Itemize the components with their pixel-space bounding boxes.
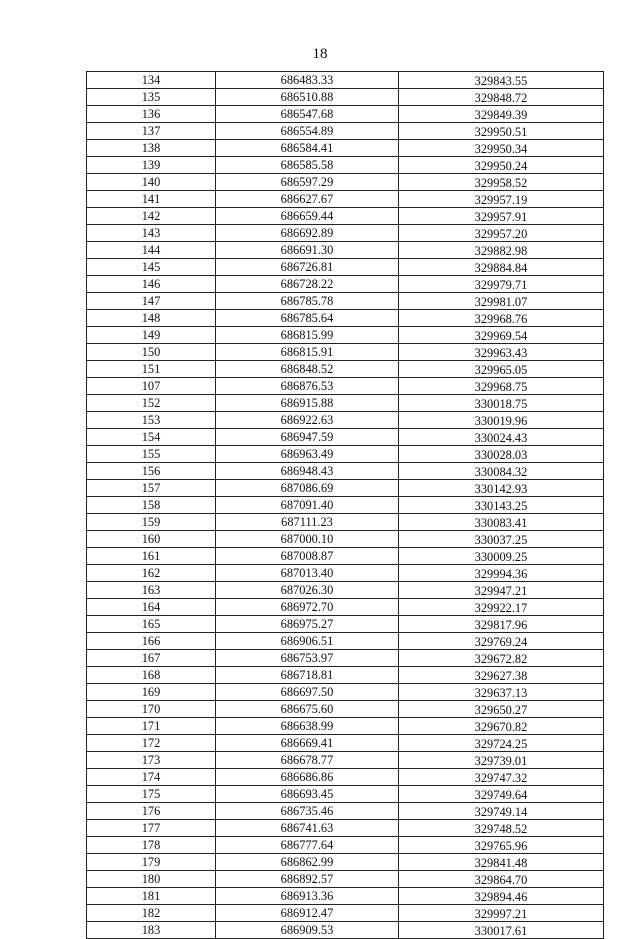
y-coordinate-cell: 329672.82 [399, 650, 604, 667]
x-coordinate-cell: 686912.47 [216, 905, 399, 922]
x-coordinate-cell: 686947.59 [216, 429, 399, 446]
point-number-cell: 146 [87, 276, 216, 293]
table-row [87, 378, 604, 395]
y-coordinate-cell: 330009.25 [399, 548, 604, 565]
x-coordinate-cell: 686718.81 [216, 667, 399, 684]
table-row [87, 871, 604, 888]
x-coordinate-cell: 686669.41 [216, 735, 399, 752]
table-row [87, 446, 604, 463]
point-number-cell: 149 [87, 327, 216, 344]
y-coordinate-cell: 329963.43 [399, 344, 604, 361]
x-coordinate-cell: 687013.40 [216, 565, 399, 582]
y-coordinate-cell: 329817.96 [399, 616, 604, 633]
y-coordinate-cell: 329769.24 [399, 633, 604, 650]
y-coordinate-cell: 330019.96 [399, 412, 604, 429]
table-row [87, 480, 604, 497]
x-coordinate-cell: 686892.57 [216, 871, 399, 888]
point-number-cell: 161 [87, 548, 216, 565]
y-coordinate-cell: 329957.91 [399, 208, 604, 225]
x-coordinate-cell: 686675.60 [216, 701, 399, 718]
point-number-cell: 174 [87, 769, 216, 786]
point-number-cell: 159 [87, 514, 216, 531]
y-coordinate-cell: 329997.21 [399, 905, 604, 922]
y-coordinate-cell: 329670.82 [399, 718, 604, 735]
table-row [87, 174, 604, 191]
y-coordinate-cell: 329637.13 [399, 684, 604, 701]
point-number-cell: 172 [87, 735, 216, 752]
point-number-cell: 144 [87, 242, 216, 259]
table-row [87, 888, 604, 905]
point-number-cell: 143 [87, 225, 216, 242]
table-row [87, 276, 604, 293]
point-number-cell: 179 [87, 854, 216, 871]
point-number-cell: 140 [87, 174, 216, 191]
x-coordinate-cell: 686693.45 [216, 786, 399, 803]
y-coordinate-cell: 329994.36 [399, 565, 604, 582]
point-number-cell: 169 [87, 684, 216, 701]
point-number-cell: 136 [87, 106, 216, 123]
point-number-cell: 165 [87, 616, 216, 633]
table-row [87, 123, 604, 140]
x-coordinate-cell: 686815.91 [216, 344, 399, 361]
x-coordinate-cell: 686691.30 [216, 242, 399, 259]
x-coordinate-cell: 686627.67 [216, 191, 399, 208]
y-coordinate-cell: 329968.76 [399, 310, 604, 327]
point-number-cell: 156 [87, 463, 216, 480]
point-number-cell: 173 [87, 752, 216, 769]
y-coordinate-cell: 329950.51 [399, 123, 604, 140]
y-coordinate-cell: 329958.52 [399, 174, 604, 191]
y-coordinate-cell: 329894.46 [399, 888, 604, 905]
y-coordinate-cell: 329627.38 [399, 667, 604, 684]
page-number: 18 [312, 46, 328, 62]
y-coordinate-cell: 330028.03 [399, 446, 604, 463]
point-number-cell: 178 [87, 837, 216, 854]
x-coordinate-cell: 686785.64 [216, 310, 399, 327]
y-coordinate-cell: 329957.19 [399, 191, 604, 208]
point-number-cell: 107 [87, 378, 216, 395]
table-row [87, 616, 604, 633]
table-row [87, 650, 604, 667]
table-row [87, 395, 604, 412]
point-number-cell: 153 [87, 412, 216, 429]
point-number-cell: 171 [87, 718, 216, 735]
y-coordinate-cell: 329739.01 [399, 752, 604, 769]
table-row [87, 514, 604, 531]
x-coordinate-cell: 686848.52 [216, 361, 399, 378]
point-number-cell: 166 [87, 633, 216, 650]
table-row [87, 89, 604, 106]
point-number-cell: 150 [87, 344, 216, 361]
table-row [87, 820, 604, 837]
point-number-cell: 145 [87, 259, 216, 276]
x-coordinate-cell: 686638.99 [216, 718, 399, 735]
y-coordinate-cell: 330143.25 [399, 497, 604, 514]
point-number-cell: 137 [87, 123, 216, 140]
x-coordinate-cell: 686862.99 [216, 854, 399, 871]
x-coordinate-cell: 686659.44 [216, 208, 399, 225]
y-coordinate-cell: 329749.14 [399, 803, 604, 820]
x-coordinate-cell: 686963.49 [216, 446, 399, 463]
x-coordinate-cell: 686909.53 [216, 922, 399, 939]
y-coordinate-cell: 329848.72 [399, 89, 604, 106]
table-row [87, 463, 604, 480]
y-coordinate-cell: 329748.52 [399, 820, 604, 837]
x-coordinate-cell: 687091.40 [216, 497, 399, 514]
point-number-cell: 162 [87, 565, 216, 582]
x-coordinate-cell: 687086.69 [216, 480, 399, 497]
point-number-cell: 168 [87, 667, 216, 684]
y-coordinate-cell: 329882.98 [399, 242, 604, 259]
table-row [87, 735, 604, 752]
point-number-cell: 176 [87, 803, 216, 820]
y-coordinate-cell: 329965.05 [399, 361, 604, 378]
y-coordinate-cell: 329968.75 [399, 378, 604, 395]
y-coordinate-cell: 329957.20 [399, 225, 604, 242]
point-number-cell: 160 [87, 531, 216, 548]
table-row [87, 310, 604, 327]
x-coordinate-cell: 686735.46 [216, 803, 399, 820]
table-row [87, 259, 604, 276]
table-row [87, 531, 604, 548]
table-row [87, 208, 604, 225]
table-row [87, 599, 604, 616]
x-coordinate-cell: 686510.88 [216, 89, 399, 106]
y-coordinate-cell: 329650.27 [399, 701, 604, 718]
point-number-cell: 151 [87, 361, 216, 378]
point-number-cell: 170 [87, 701, 216, 718]
table-row [87, 225, 604, 242]
x-coordinate-cell: 686554.89 [216, 123, 399, 140]
y-coordinate-cell: 329724.25 [399, 735, 604, 752]
table-row [87, 582, 604, 599]
y-coordinate-cell: 329922.17 [399, 599, 604, 616]
table-row [87, 412, 604, 429]
point-number-cell: 152 [87, 395, 216, 412]
x-coordinate-cell: 687008.87 [216, 548, 399, 565]
point-number-cell: 147 [87, 293, 216, 310]
table-row [87, 633, 604, 650]
table-row [87, 786, 604, 803]
point-number-cell: 163 [87, 582, 216, 599]
table-row [87, 667, 604, 684]
y-coordinate-cell: 330018.75 [399, 395, 604, 412]
y-coordinate-cell: 330084.32 [399, 463, 604, 480]
table-row [87, 769, 604, 786]
point-number-cell: 175 [87, 786, 216, 803]
y-coordinate-cell: 329981.07 [399, 293, 604, 310]
x-coordinate-cell: 686584.41 [216, 140, 399, 157]
table-row [87, 905, 604, 922]
table-row [87, 684, 604, 701]
point-number-cell: 164 [87, 599, 216, 616]
x-coordinate-cell: 686876.53 [216, 378, 399, 395]
y-coordinate-cell: 329950.24 [399, 157, 604, 174]
table-row [87, 361, 604, 378]
x-coordinate-cell: 686483.33 [216, 72, 399, 89]
y-coordinate-cell: 329841.48 [399, 854, 604, 871]
y-coordinate-cell: 330017.61 [399, 922, 604, 939]
y-coordinate-cell: 329950.34 [399, 140, 604, 157]
table-row [87, 837, 604, 854]
table-row [87, 344, 604, 361]
table-row [87, 140, 604, 157]
point-number-cell: 177 [87, 820, 216, 837]
coordinates-table-body [87, 72, 604, 939]
x-coordinate-cell: 686922.63 [216, 412, 399, 429]
x-coordinate-cell: 686785.78 [216, 293, 399, 310]
x-coordinate-cell: 686692.89 [216, 225, 399, 242]
y-coordinate-cell: 329884.84 [399, 259, 604, 276]
point-number-cell: 142 [87, 208, 216, 225]
x-coordinate-cell: 686815.99 [216, 327, 399, 344]
y-coordinate-cell: 330083.41 [399, 514, 604, 531]
table-row [87, 157, 604, 174]
point-number-cell: 180 [87, 871, 216, 888]
point-number-cell: 139 [87, 157, 216, 174]
table-row [87, 191, 604, 208]
point-number-cell: 148 [87, 310, 216, 327]
y-coordinate-cell: 329947.21 [399, 582, 604, 599]
y-coordinate-cell: 329749.64 [399, 786, 604, 803]
table-row [87, 497, 604, 514]
point-number-cell: 138 [87, 140, 216, 157]
y-coordinate-cell: 330024.43 [399, 429, 604, 446]
point-number-cell: 182 [87, 905, 216, 922]
table-row [87, 242, 604, 259]
x-coordinate-cell: 686777.64 [216, 837, 399, 854]
y-coordinate-cell: 330142.93 [399, 480, 604, 497]
x-coordinate-cell: 686948.43 [216, 463, 399, 480]
coordinates-table [86, 71, 604, 939]
y-coordinate-cell: 329765.96 [399, 837, 604, 854]
point-number-cell: 183 [87, 922, 216, 939]
point-number-cell: 135 [87, 89, 216, 106]
x-coordinate-cell: 686972.70 [216, 599, 399, 616]
x-coordinate-cell: 686547.68 [216, 106, 399, 123]
table-row [87, 72, 604, 89]
table-row [87, 922, 604, 939]
x-coordinate-cell: 686697.50 [216, 684, 399, 701]
table-row [87, 701, 604, 718]
y-coordinate-cell: 329849.39 [399, 106, 604, 123]
table-row [87, 718, 604, 735]
point-number-cell: 141 [87, 191, 216, 208]
point-number-cell: 155 [87, 446, 216, 463]
x-coordinate-cell: 687111.23 [216, 514, 399, 531]
x-coordinate-cell: 686975.27 [216, 616, 399, 633]
y-coordinate-cell: 329843.55 [399, 72, 604, 89]
x-coordinate-cell: 686686.86 [216, 769, 399, 786]
x-coordinate-cell: 686915.88 [216, 395, 399, 412]
x-coordinate-cell: 686753.97 [216, 650, 399, 667]
x-coordinate-cell: 686741.63 [216, 820, 399, 837]
x-coordinate-cell: 686678.77 [216, 752, 399, 769]
point-number-cell: 134 [87, 72, 216, 89]
table-row [87, 106, 604, 123]
point-number-cell: 154 [87, 429, 216, 446]
x-coordinate-cell: 686728.22 [216, 276, 399, 293]
table-row [87, 803, 604, 820]
y-coordinate-cell: 329747.32 [399, 769, 604, 786]
x-coordinate-cell: 686906.51 [216, 633, 399, 650]
point-number-cell: 181 [87, 888, 216, 905]
table-row [87, 565, 604, 582]
table-row [87, 752, 604, 769]
x-coordinate-cell: 687000.10 [216, 531, 399, 548]
x-coordinate-cell: 686913.36 [216, 888, 399, 905]
table-row [87, 327, 604, 344]
x-coordinate-cell: 686597.29 [216, 174, 399, 191]
point-number-cell: 157 [87, 480, 216, 497]
x-coordinate-cell: 687026.30 [216, 582, 399, 599]
point-number-cell: 167 [87, 650, 216, 667]
x-coordinate-cell: 686726.81 [216, 259, 399, 276]
point-number-cell: 158 [87, 497, 216, 514]
table-row [87, 548, 604, 565]
y-coordinate-cell: 330037.25 [399, 531, 604, 548]
table-row [87, 429, 604, 446]
y-coordinate-cell: 329979.71 [399, 276, 604, 293]
table-row [87, 293, 604, 310]
table-row [87, 854, 604, 871]
y-coordinate-cell: 329864.70 [399, 871, 604, 888]
y-coordinate-cell: 329969.54 [399, 327, 604, 344]
x-coordinate-cell: 686585.58 [216, 157, 399, 174]
